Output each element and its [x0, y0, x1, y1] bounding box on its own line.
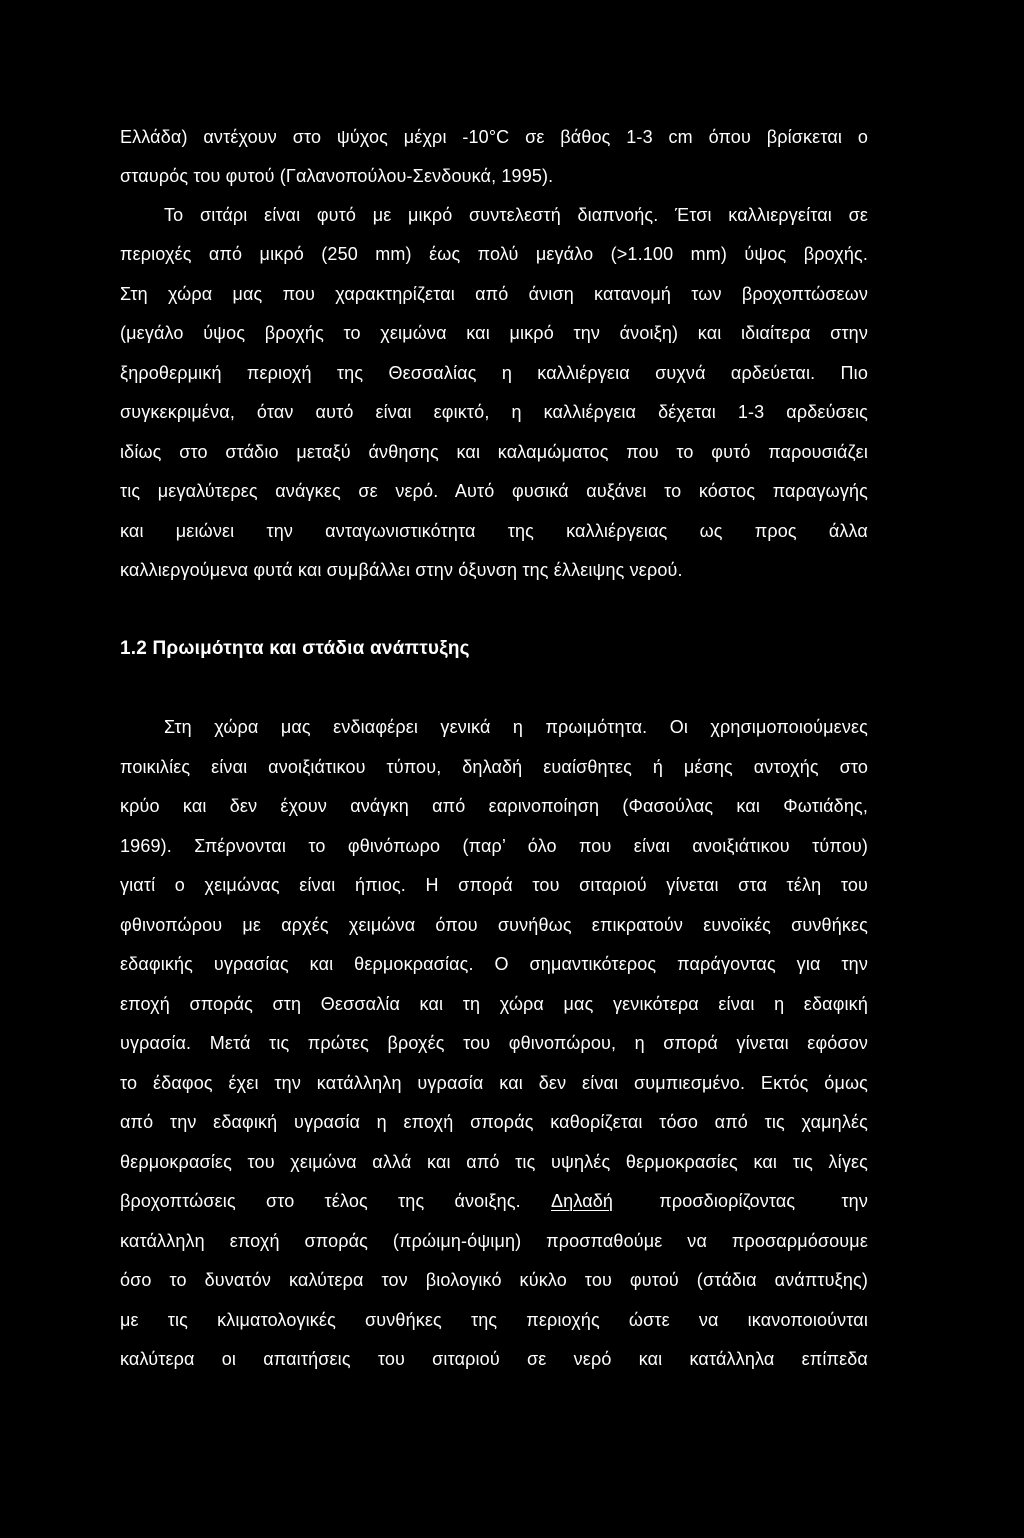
text-line: κρύο και δεν έχουν ανάγκη από εαρινοποίηση (Φασούλας και Φωτιάδης, — [120, 796, 868, 816]
text-line: ξηροθερμική περιοχή της Θεσσαλίας η καλλιέργεια συχνά αρδεύεται. Πιο — [120, 363, 868, 383]
text-line: Στη χώρα μας που χαρακτηρίζεται από άνιση κατανομή των βροχοπτώσεων — [120, 284, 868, 304]
text-line: τις μεγαλύτερες ανάγκες σε νερό. Αυτό φυσικά αυξάνει το κόστος παραγωγής — [120, 481, 868, 501]
section-heading: 1.2 Πρωιμότητα και στάδια ανάπτυξης — [120, 638, 470, 659]
text-line: περιοχές από μικρό (250 mm) έως πολύ μεγάλο (>1.100 mm) ύψος βροχής. — [120, 244, 868, 264]
text-line: 1969). Σπέρνονται το φθινόπωρο (παρ’ όλο που είναι ανοιξιάτικου τύπου) — [120, 836, 868, 856]
text-line: Το σιτάρι είναι φυτό με μικρό συντελεστή διαπνοής. Έτσι καλλιεργείται σε — [164, 205, 868, 225]
text-line: γιατί ο χειμώνας είναι ήπιος. Η σπορά του σιταριού γίνεται στα τέλη του — [120, 875, 868, 895]
text-line: Στη χώρα μας ενδιαφέρει γενικά η πρωιμότητα. Οι χρησιμοποιούμενες — [164, 717, 868, 737]
text-line: εποχή σποράς στη Θεσσαλία και τη χώρα μας γενικότερα είναι η εδαφική — [120, 994, 868, 1014]
text-line: φθινοπώρου με αρχές χειμώνα όπου συνήθως επικρατούν ευνοϊκές συνθήκες — [120, 915, 868, 935]
text-line: εδαφικής υγρασίας και θερμοκρασίας. Ο σημαντικότερος παράγοντας για την — [120, 954, 868, 974]
text-segment: βροχοπτώσεις στο τέλος της άνοιξης. — [120, 1191, 551, 1211]
text-line: ιδίως στο στάδιο μεταξύ άνθησης και καλαμώματος που το φυτό παρουσιάζει — [120, 442, 868, 462]
text-line — [120, 1186, 868, 1216]
text-line: καλλιεργούμενα φυτά και συμβάλλει στην όξυνση της έλλειψης νερού. — [120, 560, 683, 580]
underlined-word: Δηλαδή — [550, 1191, 614, 1211]
text-line: ποικιλίες είναι ανοιξιάτικου τύπου, δηλαδή ευαίσθητες ή μέσης αντοχής στο — [120, 757, 868, 777]
text-line: κατάλληλη εποχή σποράς (πρώιμη-όψιμη) προσπαθούμε να προσαρμόσουμε — [120, 1231, 868, 1251]
text-line: με τις κλιματολογικές συνθήκες της περιοχής ώστε να ικανοποιούνται — [120, 1310, 868, 1330]
text-line: θερμοκρασίες του χειμώνα αλλά και από τις υψηλές θερμοκρασίες και τις λίγες — [120, 1152, 868, 1172]
text-line: και μειώνει την ανταγωνιστικότητα της καλλιέργειας ως προς άλλα — [120, 521, 868, 541]
text-line: (μεγάλο ύψος βροχής το χειμώνα και μικρό την άνοιξη) και ιδιαίτερα στην — [120, 323, 868, 343]
text-line: από την εδαφική υγρασία η εποχή σποράς καθορίζεται τόσο από τις χαμηλές — [120, 1112, 868, 1132]
text-line: το έδαφος έχει την κατάλληλη υγρασία και δεν είναι συμπιεσμένο. Εκτός όμως — [120, 1073, 868, 1093]
text-line: καλύτερα οι απαιτήσεις του σιταριού σε νερό και κατάλληλα επίπεδα — [120, 1349, 868, 1369]
text-line: Ελλάδα) αντέχουν στο ψύχος μέχρι -10°C σε βάθος 1-3 cm όπου βρίσκεται ο — [120, 127, 868, 147]
text-line: υγρασία. Μετά τις πρώτες βροχές του φθινοπώρου, η σπορά γίνεται εφόσον — [120, 1033, 868, 1053]
text-line: σταυρός του φυτού (Γαλανοπούλου-Σενδουκά, 1995). — [120, 166, 554, 186]
text-segment: προσδιορίζοντας την — [613, 1191, 868, 1211]
text-line: όσο το δυνατόν καλύτερα τον βιολογικό κύκλο του φυτού (στάδια ανάπτυξης) — [120, 1270, 868, 1290]
text-line: συγκεκριμένα, όταν αυτό είναι εφικτό, η καλλιέργεια δέχεται 1-3 αρδεύσεις — [120, 402, 868, 422]
